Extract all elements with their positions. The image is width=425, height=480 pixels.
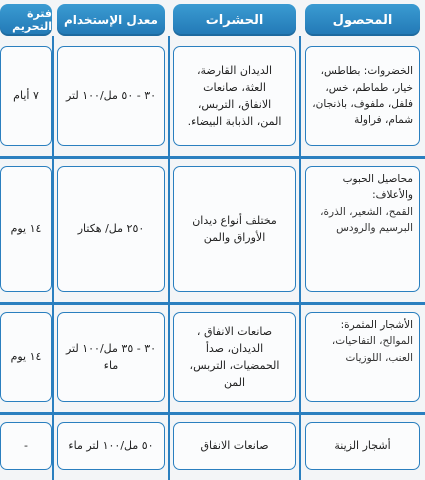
usage-rate-text: ٣٠ - ٣٥ مل/١٠٠ لتر ماء — [65, 341, 157, 372]
pests-text: مختلف أنواع ديدان الأوراق والمن — [192, 213, 277, 244]
crop-category: الأشجار المثمرة: — [340, 319, 413, 331]
pests-cell — [173, 422, 296, 470]
pests-text: الديدان القارضة، العثة، صانعات الانفاق، التربس، المن، الذبابة البيضاء. — [187, 63, 282, 129]
usage-rate-cell — [57, 46, 165, 146]
column-divider — [299, 36, 301, 480]
header-usage-rate: معدل الإستخدام — [57, 4, 165, 36]
crop-cell — [305, 422, 420, 470]
header-crop: المحصول — [305, 4, 420, 36]
crop-text: الخضروات: بطاطس، خيار، طماطم، خس، فلفل، ملفوف، باذنجان، شمام، فراولة — [312, 65, 413, 127]
usage-rate-cell — [57, 166, 165, 292]
row-divider — [0, 412, 425, 415]
pests-cell — [173, 166, 296, 292]
phi-cell: ١٤ يوم — [0, 312, 52, 402]
pests-text: صانعات الانفاق — [200, 439, 269, 453]
crop-category: محاصيل الحبوب والأعلاف: — [342, 173, 413, 202]
crop-list: القمح، الشعير، الذرة، البرسيم والرودس — [320, 205, 413, 234]
row-divider — [0, 302, 425, 305]
pests-text: صانعات الانفاق ، الديدان، صدأ الحمضيات، التربس، المن — [189, 324, 280, 390]
usage-rate-text: ٢٥٠ مل/ هكتار — [77, 222, 145, 236]
header-pests: الحشرات — [173, 4, 296, 36]
phi-cell: ٧ أيام — [0, 46, 52, 146]
column-divider — [168, 36, 170, 480]
usage-rate-text: ٣٠ - ٥٠ مل/١٠٠ لتر — [65, 89, 157, 103]
crop-text: أشجار الزينة — [334, 439, 391, 453]
column-divider — [52, 36, 54, 480]
row-divider — [0, 156, 425, 159]
usage-rate-cell — [57, 422, 165, 470]
phi-cell: - — [0, 422, 52, 470]
crop-cell — [305, 312, 420, 402]
crop-cell — [305, 46, 420, 146]
phi-cell: ١٤ يوم — [0, 166, 52, 292]
usage-rate-cell — [57, 312, 165, 402]
usage-rate-text: ٥٠ مل/١٠٠ لتر ماء — [68, 439, 154, 453]
pests-cell — [173, 46, 296, 146]
header-phi: فترة التحريم — [0, 4, 52, 36]
pests-cell — [173, 312, 296, 402]
crop-cell — [305, 166, 420, 292]
crop-list: الموالح، التفاحيات، العنب، اللوزيات — [331, 335, 413, 364]
